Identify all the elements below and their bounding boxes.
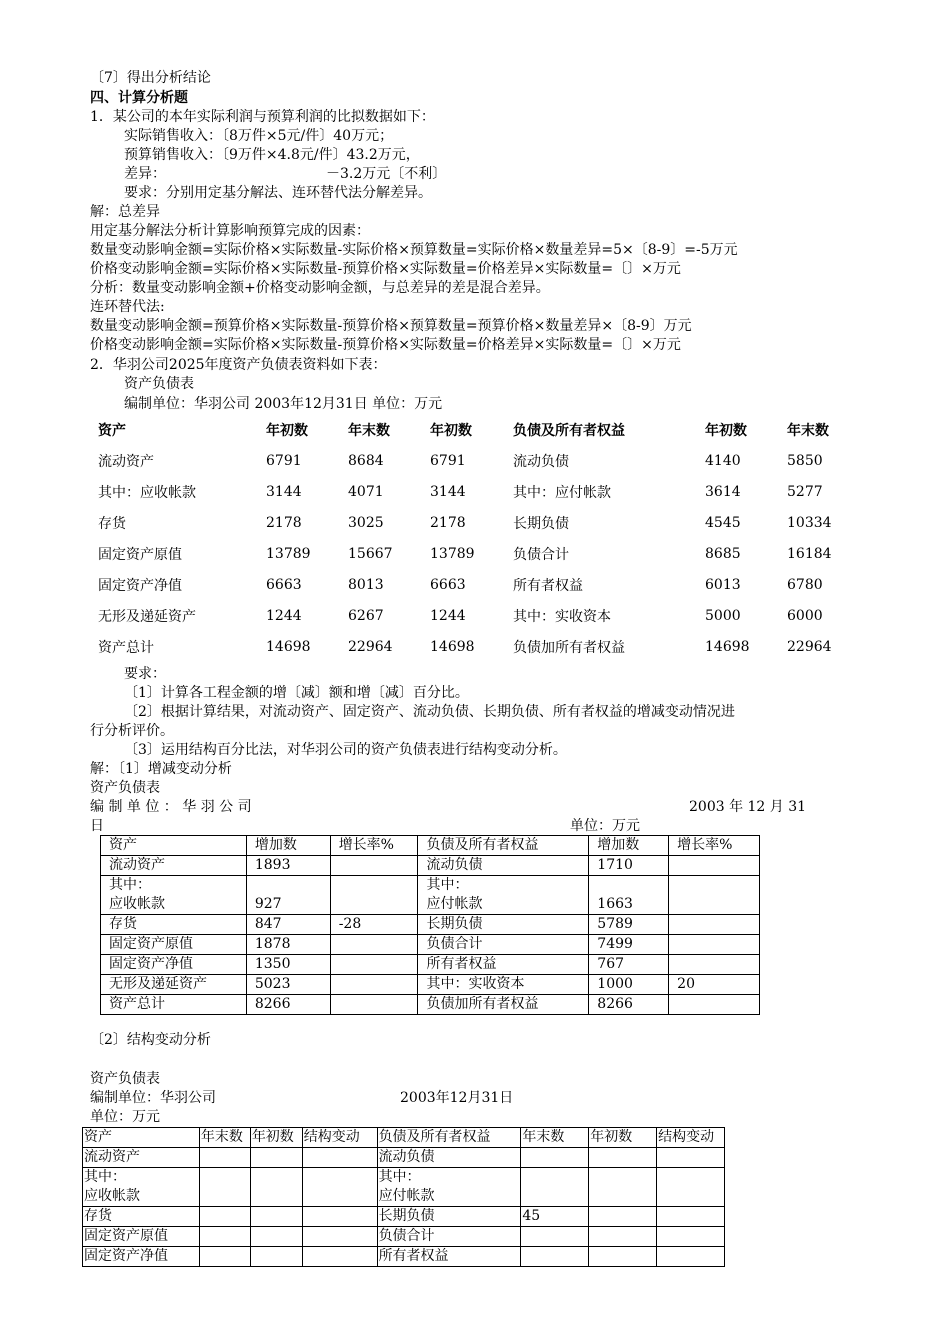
table-row bbox=[90, 445, 850, 476]
table-cell: 存货 bbox=[98, 515, 126, 532]
table-cell: 固定资产净值 bbox=[98, 577, 182, 594]
table-cell bbox=[589, 1247, 657, 1267]
text-line: 价格变动影响金额=实际价格×实际数量-预算价格×实际数量=价格差异×实际数量=〔〕×万元 bbox=[90, 337, 681, 353]
table-cell: 4071 bbox=[348, 483, 384, 500]
text-line: 解：〔1〕增减变动分析 bbox=[90, 761, 232, 777]
column-header: 资产 bbox=[83, 1128, 200, 1148]
table-cell bbox=[330, 856, 418, 876]
text-line: 2．华羽公司2025年度资产负债表资料如下表： bbox=[90, 357, 387, 373]
table-title: 资产负债表 bbox=[90, 1071, 160, 1087]
table-cell bbox=[589, 1148, 657, 1168]
balance-sheet-table bbox=[90, 414, 850, 662]
column-header: 负债及所有者权益 bbox=[513, 422, 625, 439]
table-cell: 7499 bbox=[589, 935, 669, 955]
table-cell: 6791 bbox=[430, 452, 466, 469]
table-cell: 22964 bbox=[348, 638, 393, 655]
table-cell bbox=[199, 1227, 250, 1247]
table-unit: 单位：万元 bbox=[90, 1109, 160, 1125]
table-cell bbox=[589, 1227, 657, 1247]
table-row bbox=[83, 1207, 725, 1227]
text-line: 数量变动影响金额=预算价格×实际数量-预算价格×预算数量=预算价格×数量差异×〔8-9〕万元 bbox=[90, 318, 692, 334]
table-cell bbox=[302, 1207, 377, 1227]
table-cell bbox=[302, 1168, 377, 1207]
table-subtitle: 编制单位：华羽公司 2003年12月31日 单位：万元 bbox=[124, 396, 443, 412]
table-header-row bbox=[83, 1128, 725, 1148]
table-cell: 767 bbox=[589, 955, 669, 975]
table-row bbox=[83, 1148, 725, 1168]
table-cell: 5277 bbox=[787, 483, 823, 500]
table-cell: 其中： 应收帐款 bbox=[83, 1168, 200, 1207]
table-cell: 15667 bbox=[348, 545, 393, 562]
table-cell: 14698 bbox=[266, 638, 311, 655]
table-cell bbox=[250, 1207, 302, 1227]
table-cell: 6663 bbox=[430, 576, 466, 593]
table-cell: 无形及递延资产 bbox=[101, 975, 247, 995]
table-cell: 4545 bbox=[705, 514, 741, 531]
table-cell bbox=[250, 1148, 302, 1168]
table-cell: 负债合计 bbox=[377, 1227, 521, 1247]
text-line: 〔7〕得出分析结论 bbox=[90, 70, 211, 86]
text-line: 〔3〕运用结构百分比法，对华羽公司的资产负债表进行结构变动分析。 bbox=[124, 742, 567, 758]
table-row bbox=[101, 955, 760, 975]
table-cell bbox=[669, 915, 760, 935]
table-cell: 固定资产原值 bbox=[98, 546, 182, 563]
column-header: 年末数 bbox=[348, 422, 390, 439]
column-header: 结构变动 bbox=[657, 1128, 725, 1148]
table-row bbox=[83, 1247, 725, 1267]
table-cell: 固定资产原值 bbox=[83, 1227, 200, 1247]
text-line: 实际销售收入：〔8万件×5元/件〕40万元； bbox=[124, 128, 394, 144]
table-cell: 负债加所有者权益 bbox=[418, 995, 589, 1015]
text-line: 预算销售收入：〔9万件×4.8元/件〕43.2万元， bbox=[124, 147, 420, 163]
text-line: 连环替代法: bbox=[90, 299, 165, 315]
table-cell bbox=[521, 1247, 589, 1267]
column-header: 年初数 bbox=[250, 1128, 302, 1148]
column-header: 年末数 bbox=[521, 1128, 589, 1148]
table-cell bbox=[669, 955, 760, 975]
table-cell: 10334 bbox=[787, 514, 832, 531]
table-cell: 8685 bbox=[705, 545, 741, 562]
table-cell: 1710 bbox=[589, 856, 669, 876]
text-line: 数量变动影响金额=实际价格×实际数量-实际价格×预算数量=实际价格×数量差异=5×〔8-9〕=-5万元 bbox=[90, 242, 738, 258]
table-cell bbox=[302, 1227, 377, 1247]
table-cell: 20 bbox=[669, 975, 760, 995]
table-header-row bbox=[90, 414, 850, 445]
table-row bbox=[90, 631, 850, 662]
table-cell: 其中：应收帐款 bbox=[98, 484, 196, 501]
text-line: 行分析评价。 bbox=[90, 723, 174, 739]
column-header: 资产 bbox=[98, 422, 126, 439]
table-row bbox=[101, 995, 760, 1015]
text-line: 差异： bbox=[124, 166, 166, 182]
table-cell: 1244 bbox=[430, 607, 466, 624]
table-cell: 流动负债 bbox=[418, 856, 589, 876]
table-cell: 固定资产净值 bbox=[83, 1247, 200, 1267]
table-cell bbox=[589, 1207, 657, 1227]
table-cell: 固定资产净值 bbox=[101, 955, 247, 975]
text-line: 〔1〕计算各工程金额的增〔减〕额和增〔减〕百分比。 bbox=[124, 685, 469, 701]
table-cell bbox=[302, 1247, 377, 1267]
table-row bbox=[90, 569, 850, 600]
text-line: 要求： bbox=[124, 666, 166, 682]
table-cell: 长期负债 bbox=[418, 915, 589, 935]
table-cell bbox=[657, 1207, 725, 1227]
table-cell: 45 bbox=[521, 1207, 589, 1227]
section-heading: 四、计算分析题 bbox=[90, 90, 188, 106]
table-cell bbox=[199, 1168, 250, 1207]
table-cell: 22964 bbox=[787, 638, 832, 655]
table-cell: 无形及递延资产 bbox=[98, 608, 196, 625]
table-cell: 8684 bbox=[348, 452, 384, 469]
table-cell: 14698 bbox=[430, 638, 475, 655]
column-header: 资产 bbox=[101, 836, 247, 856]
text-line: 要求：分别用定基分解法、连环替代法分解差异。 bbox=[124, 185, 432, 201]
table-cell: -28 bbox=[330, 915, 418, 935]
table-cell bbox=[669, 876, 760, 915]
table-cell: 负债加所有者权益 bbox=[513, 639, 625, 656]
table-cell: 14698 bbox=[705, 638, 750, 655]
table-cell bbox=[330, 995, 418, 1015]
table-cell: 4140 bbox=[705, 452, 741, 469]
table-cell bbox=[330, 935, 418, 955]
table-cell: 2178 bbox=[266, 514, 302, 531]
table-row bbox=[101, 856, 760, 876]
table-unit: 单位：万元 bbox=[570, 818, 640, 834]
table-cell: 流动资产 bbox=[98, 453, 154, 470]
table-cell: 5000 bbox=[705, 607, 741, 624]
column-header: 年末数 bbox=[787, 422, 829, 439]
table-cell bbox=[330, 955, 418, 975]
table-date: 2003 年 12 月 31 bbox=[689, 799, 807, 815]
table-row bbox=[90, 476, 850, 507]
table-cell: 其中：实收资本 bbox=[513, 608, 611, 625]
table-cell: 3614 bbox=[705, 483, 741, 500]
table-cell: 8013 bbox=[348, 576, 384, 593]
table-cell bbox=[669, 856, 760, 876]
change-analysis-table bbox=[100, 835, 760, 1015]
table-cell: 6791 bbox=[266, 452, 302, 469]
table-row bbox=[83, 1168, 725, 1207]
table-cell: 2178 bbox=[430, 514, 466, 531]
table-cell: 固定资产原值 bbox=[101, 935, 247, 955]
table-cell: 负债合计 bbox=[513, 546, 569, 563]
table-cell: 13789 bbox=[430, 545, 475, 562]
table-cell: 其中：应付帐款 bbox=[513, 484, 611, 501]
table-cell bbox=[521, 1168, 589, 1207]
table-cell bbox=[589, 1168, 657, 1207]
table-cell: 其中： 应收帐款 bbox=[101, 876, 247, 915]
table-cell: 长期负债 bbox=[377, 1207, 521, 1227]
table-cell: 资产总计 bbox=[101, 995, 247, 1015]
table-subtitle: 编制单位：华羽公司 bbox=[90, 1090, 216, 1106]
table-row bbox=[101, 935, 760, 955]
table-row bbox=[90, 538, 850, 569]
text-line: 分析：数量变动影响金额+价格变动影响金额，与总差异的差是混合差异。 bbox=[90, 280, 550, 296]
table-header-row bbox=[101, 836, 760, 856]
table-cell bbox=[657, 1168, 725, 1207]
table-cell bbox=[521, 1227, 589, 1247]
table-cell: 所有者权益 bbox=[418, 955, 589, 975]
table-cell: 其中： 应付帐款 bbox=[377, 1168, 521, 1207]
table-cell: 8266 bbox=[246, 995, 330, 1015]
table-cell bbox=[521, 1148, 589, 1168]
table-cell: 1350 bbox=[246, 955, 330, 975]
table-cell: 5023 bbox=[246, 975, 330, 995]
text-line: 价格变动影响金额=实际价格×实际数量-预算价格×实际数量=价格差异×实际数量=〔〕×万元 bbox=[90, 261, 681, 277]
table-cell: 流动负债 bbox=[377, 1148, 521, 1168]
table-row bbox=[101, 915, 760, 935]
table-cell bbox=[669, 995, 760, 1015]
table-cell: 流动负债 bbox=[513, 453, 569, 470]
table-cell: 8266 bbox=[589, 995, 669, 1015]
text-line: 1．某公司的本年实际利润与预算利润的比拟数据如下： bbox=[90, 109, 435, 125]
column-header: 负债及所有者权益 bbox=[377, 1128, 521, 1148]
table-cell: 所有者权益 bbox=[377, 1247, 521, 1267]
table-row bbox=[90, 507, 850, 538]
table-cell bbox=[199, 1148, 250, 1168]
column-header: 增长率% bbox=[669, 836, 760, 856]
column-header: 负债及所有者权益 bbox=[418, 836, 589, 856]
table-cell: 流动资产 bbox=[83, 1148, 200, 1168]
table-cell bbox=[250, 1168, 302, 1207]
table-cell: 1878 bbox=[246, 935, 330, 955]
column-header: 增加数 bbox=[246, 836, 330, 856]
table-cell bbox=[657, 1227, 725, 1247]
table-cell: 6013 bbox=[705, 576, 741, 593]
table-cell: 存货 bbox=[101, 915, 247, 935]
table-cell: 3144 bbox=[430, 483, 466, 500]
table-title: 资产负债表 bbox=[124, 376, 194, 392]
column-header: 增长率% bbox=[330, 836, 418, 856]
table-cell: 1893 bbox=[246, 856, 330, 876]
table-cell: 1244 bbox=[266, 607, 302, 624]
table-cell: 13789 bbox=[266, 545, 311, 562]
table-cell: 存货 bbox=[83, 1207, 200, 1227]
table-cell: 5789 bbox=[589, 915, 669, 935]
table-date: 日 bbox=[90, 818, 104, 834]
text-line: 〔2〕结构变动分析 bbox=[90, 1032, 211, 1048]
table-cell bbox=[330, 975, 418, 995]
table-cell bbox=[669, 935, 760, 955]
table-cell bbox=[250, 1227, 302, 1247]
table-cell: 6267 bbox=[348, 607, 384, 624]
table-cell: 1663 bbox=[589, 876, 669, 915]
table-cell bbox=[199, 1207, 250, 1227]
table-cell: 所有者权益 bbox=[513, 577, 583, 594]
table-cell: 资产总计 bbox=[98, 639, 154, 656]
table-cell: 其中：实收资本 bbox=[418, 975, 589, 995]
column-header: 年初数 bbox=[430, 422, 472, 439]
column-header: 年末数 bbox=[199, 1128, 250, 1148]
table-row bbox=[101, 975, 760, 995]
structure-analysis-table bbox=[82, 1127, 725, 1267]
table-cell bbox=[330, 876, 418, 915]
column-header: 结构变动 bbox=[302, 1128, 377, 1148]
table-cell: 6780 bbox=[787, 576, 823, 593]
table-cell bbox=[199, 1247, 250, 1267]
text-line: －3.2万元〔不利〕 bbox=[326, 166, 447, 182]
table-cell: 3025 bbox=[348, 514, 384, 531]
text-line: 解：总差异 bbox=[90, 204, 160, 220]
table-cell: 927 bbox=[246, 876, 330, 915]
table-cell: 1000 bbox=[589, 975, 669, 995]
table-date: 2003年12月31日 bbox=[400, 1090, 514, 1106]
table-cell: 6000 bbox=[787, 607, 823, 624]
table-row bbox=[101, 876, 760, 915]
table-cell: 6663 bbox=[266, 576, 302, 593]
column-header: 年初数 bbox=[266, 422, 308, 439]
table-cell: 流动资产 bbox=[101, 856, 247, 876]
table-cell: 负债合计 bbox=[418, 935, 589, 955]
table-cell: 5850 bbox=[787, 452, 823, 469]
table-cell: 16184 bbox=[787, 545, 832, 562]
table-cell bbox=[250, 1247, 302, 1267]
table-row bbox=[90, 600, 850, 631]
table-cell: 3144 bbox=[266, 483, 302, 500]
column-header: 年初数 bbox=[705, 422, 747, 439]
table-cell: 其中： 应付帐款 bbox=[418, 876, 589, 915]
table-title: 资产负债表 bbox=[90, 780, 160, 796]
table-cell: 847 bbox=[246, 915, 330, 935]
table-cell: 长期负债 bbox=[513, 515, 569, 532]
table-cell bbox=[657, 1148, 725, 1168]
column-header: 增加数 bbox=[589, 836, 669, 856]
table-row bbox=[83, 1227, 725, 1247]
text-line: 〔2〕根据计算结果，对流动资产、固定资产、流动负债、长期负债、所有者权益的增减变动情况进 bbox=[124, 704, 735, 720]
text-line: 用定基分解法分析计算影响预算完成的因素： bbox=[90, 223, 370, 239]
table-cell bbox=[302, 1148, 377, 1168]
column-header: 年初数 bbox=[589, 1128, 657, 1148]
table-subtitle: 编 制 单 位 ： 华 羽 公 司 bbox=[90, 799, 252, 815]
table-cell bbox=[657, 1247, 725, 1267]
